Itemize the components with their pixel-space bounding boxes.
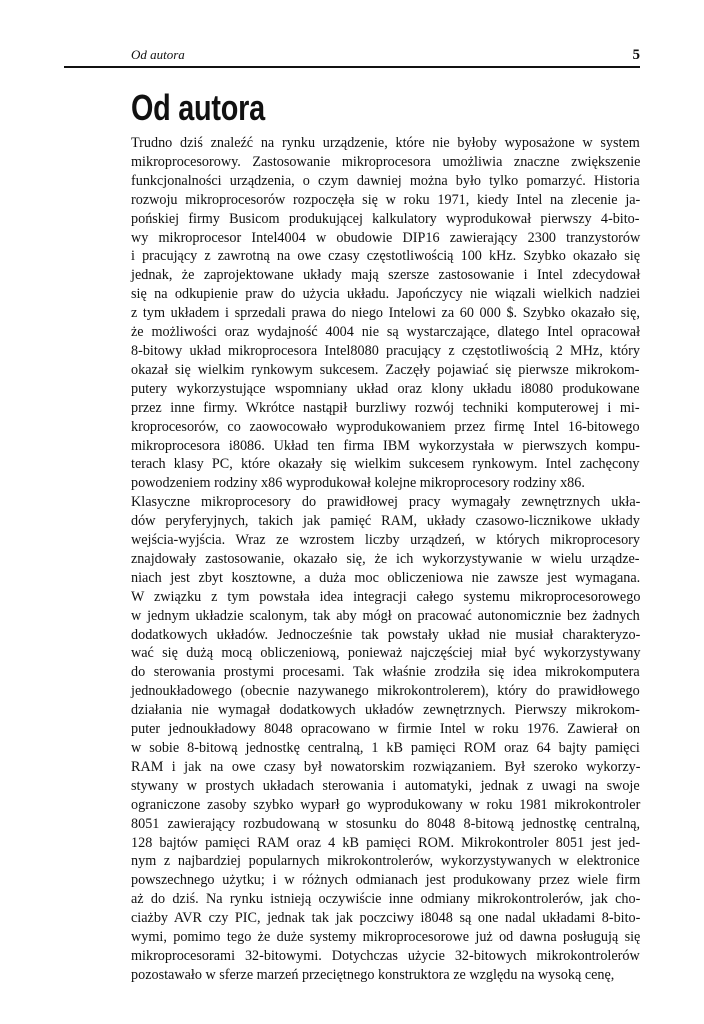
text-line: wymi, pomimo tego że duże systemy mikroprocesorowe już od dawna posługują się — [131, 929, 641, 946]
text-line: wać się dużą mocą obliczeniową, ponieważ najczęściej miał być wykorzystywany — [131, 645, 641, 662]
chapter-title: Od autora — [131, 87, 265, 128]
text-line: znajdowały zastosowanie, okazało się, że ich wykorzystywanie w wielu urządze- — [131, 550, 640, 567]
text-line: pozostawało w sferze marzeń przeciętnego konstruktora ze względu na wysoką cenę, — [131, 966, 615, 983]
text-line: mikroprocesorowy. Zastosowanie mikroprocesora umożliwia znaczne zwiększenie — [131, 153, 641, 170]
text-line: W związku z tym powstała idea integracji całego systemu mikroprocesorowego — [131, 588, 641, 605]
text-line: działania nie wymagał dodatkowych układów zewnętrznych. Pierwszy mikrokom- — [131, 702, 640, 719]
text-line: stywany w prostych układach sterowania i automatyki, jednak z uwagi na swoje — [131, 777, 640, 794]
text-line: w sobie 8-bitową jednostkę centralną, 1 kB pamięci ROM oraz 64 bajty pamięci — [131, 740, 640, 756]
text-line: wy mikroprocesor Intel4004 w obudowie DIP16 zawierający 2300 tranzystorów — [131, 229, 641, 246]
text-line: powszechnego użytku; i w różnych odmianach jest produkowany przez wiele firm — [131, 872, 641, 889]
header-rule — [64, 66, 640, 68]
text-line: dodatkowych układów. Jednocześnie tak powstały układ nie musiał charakteryzo- — [131, 626, 641, 643]
text-line: w jednym układzie scalonym, tak aby mógł on pracować autonomicznie bez żadnych — [131, 607, 640, 624]
text-line: dów peryferyjnych, takich jak pamięć RAM, układy czasowo-licznikowe układy — [131, 513, 640, 530]
text-line: powodzeniem rodziny x86 wyprodukował kolejne mikroprocesory rodziny x86. — [131, 475, 585, 492]
text-line: terach klasy PC, które okazały się wielkim sukcesem rynkowym. Intel zachęcony — [131, 456, 640, 473]
text-line: niach jest zbyt kosztowne, a duża moc obliczeniowa nie zawsze jest wymagana. — [131, 569, 641, 586]
running-title: Od autora — [131, 47, 185, 62]
text-line: i pracujący z zawrotną na owe czasy częstotliwością 100 kHz. Szybko okazało się — [131, 248, 641, 265]
text-line: ciażby AVR czy PIC, jednak tak jak poczciwy i8048 są one nadal układami 8-bito- — [131, 910, 641, 927]
text-line: mikroprocesora i8086. Układ ten firma IBM wykorzystała w pierwszych kompu- — [131, 437, 640, 454]
text-line: nym z najbardziej popularnych mikrokontrolerów, wykorzystywanych w elektronice — [131, 853, 640, 870]
text-line: przez inne firmy. Wkrótce nastąpił burzliwy rozwój techniki komputerowej i mi- — [131, 399, 640, 416]
page-number: 5 — [632, 47, 640, 63]
text-line: z tym układem i sprzedali prawa do niego Intelowi za 60 000 $. Szybko okazało się, — [131, 305, 640, 322]
text-line: że możliwości oraz wydajność 4004 nie są wystarczające, dlatego Intel opracował — [131, 324, 641, 341]
text-line: puter jednoukładowy 8048 opracowano w firmie Intel w roku 1976. Zawierał on — [131, 721, 641, 738]
running-header — [131, 46, 640, 66]
text-line: 8-bitowy układ mikroprocesora Intel8080 pracujący z częstotliwością 2 MHz, który — [131, 342, 640, 359]
text-line: 128 bajtów pamięci RAM oraz 4 kB pamięci ROM. Mikrokontroler 8051 jest jed- — [131, 834, 641, 851]
text-line: jednoukładowego (obecnie nazywanego mikrokontrolerem), który do prawidłowego — [131, 683, 640, 700]
paragraph-1 — [131, 134, 640, 493]
text-line: do sterowania prostymi procesami. Tak właśnie zrodziła się idea mikrokomputera — [131, 664, 640, 681]
text-line: wejścia-wyjścia. Wraz ze wzrostem liczby urządzeń, w których mikroprocesory — [131, 532, 640, 549]
text-line: okazał się wielkim rynkowym sukcesem. Zaczęły pojawiać się pierwsze mikrokom- — [131, 361, 640, 378]
body-text — [131, 134, 640, 985]
paragraph-2 — [131, 493, 640, 985]
text-line: jednak, że zaprojektowane układy mają szersze zastosowanie i Intel zdecydował — [131, 267, 641, 284]
text-line: mikroprocesorami 32-bitowymi. Dotychczas użycie 32-bitowych mikrokontrolerów — [131, 947, 640, 964]
text-line: się na odkupienie praw do użycia układu. Japończycy nie wiązali wielkich nadziei — [131, 286, 641, 303]
text-line: aż do dziś. Na rynku istnieją oczywiście inne odmiany mikrokontrolerów, jak cho- — [131, 891, 641, 908]
text-line: funkcjonalności urządzenia, o czym dawniej można było tylko pomarzyć. Historia — [131, 172, 640, 189]
text-line: ograniczone zasoby szybko wyparł go wyprodukowany w roku 1981 mikrokontroler — [131, 796, 641, 813]
text-line: rozwoju mikroprocesorów rozpoczęła się w roku 1971, kiedy Intel na zlecenie ja- — [131, 191, 641, 208]
text-line: Trudno dziś znaleźć na rynku urządzenie, które nie byłoby wyposażone w system — [131, 135, 640, 151]
text-line: Klasyczne mikroprocesory do prawidłowej pracy wymagały zewnętrznych ukła- — [131, 494, 641, 511]
text-line: putery wykorzystujące wspomniany układ oraz klony układu i8080 produkowane — [131, 380, 640, 397]
text-line: pońskiej firmy Busicom produkującej kalkulatory wyprodukował pierwszy 4-bito- — [131, 210, 640, 227]
text-line: kroprocesorów, co zaowocowało wyprodukowaniem przez firmę Intel 16-bitowego — [131, 418, 640, 435]
text-line: 8051 zawierający rozbudowaną w stosunku do 8048 8-bitową jednostkę centralną, — [131, 815, 641, 832]
text-line: RAM i jak na owe czasy był nowatorskim rozwiązaniem. Był szeroko wykorzy- — [131, 758, 641, 775]
